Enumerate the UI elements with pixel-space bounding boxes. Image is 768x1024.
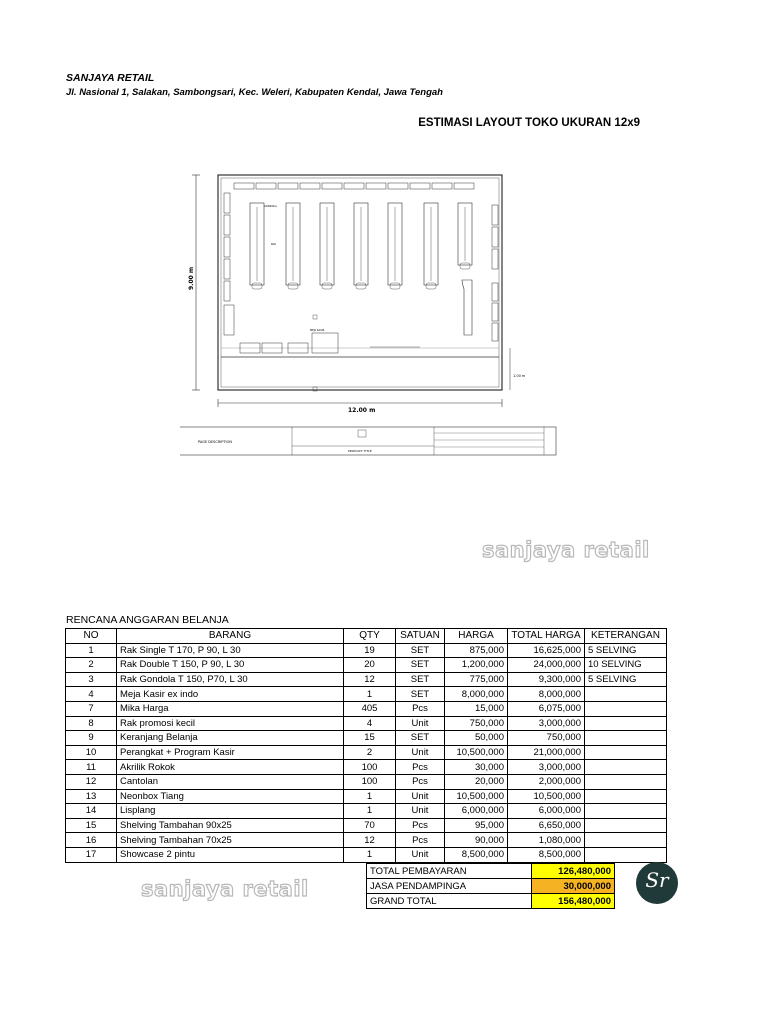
cell-no: 17 [66, 847, 117, 862]
showcase-counter [462, 280, 472, 335]
gondola-3 [320, 203, 334, 289]
cell-qty: 19 [344, 643, 396, 658]
table-row [66, 818, 667, 833]
cell-total: 24,000,000 [508, 658, 585, 673]
table-row [66, 745, 667, 760]
cell-item: Showcase 2 pintu [117, 847, 344, 862]
cell-unit: Unit [396, 789, 445, 804]
right-wall-shelves [492, 205, 498, 341]
table-row [66, 672, 667, 687]
cell-total: 6,075,000 [508, 701, 585, 716]
jasa-pendampingan-value: 30,000,000 [532, 879, 615, 894]
jasa-pendampingan-label: JASA PENDAMPINGA [367, 879, 532, 894]
cell-unit: SET [396, 687, 445, 702]
sanjaya-logo [636, 862, 678, 904]
rak-label: RAK [271, 243, 276, 246]
table-row [66, 804, 667, 819]
cell-item: Rak Double T 150, P 90, L 30 [117, 658, 344, 673]
cell-qty: 1 [344, 847, 396, 862]
terrace-label: 1.00 m [513, 374, 526, 378]
cell-qty: 4 [344, 716, 396, 731]
cell-total: 9,300,000 [508, 672, 585, 687]
cell-unit: SET [396, 672, 445, 687]
gondola-7 [458, 203, 472, 269]
cell-no: 13 [66, 789, 117, 804]
cell-total: 6,650,000 [508, 818, 585, 833]
col-total-harga: TOTAL HARGA [508, 629, 585, 644]
table-row [66, 774, 667, 789]
col-qty: QTY [344, 629, 396, 644]
cell-no: 3 [66, 672, 117, 687]
gondola-4 [354, 203, 368, 289]
grand-total-value: 156,480,000 [532, 894, 615, 909]
cell-total: 8,500,000 [508, 847, 585, 862]
table-row [66, 760, 667, 775]
cell-total: 8,000,000 [508, 687, 585, 702]
watermark-bottom: sanjaya retail [141, 877, 309, 901]
cell-qty: 20 [344, 658, 396, 673]
watermark-top: sanjaya retail [482, 538, 650, 562]
cell-no: 4 [66, 687, 117, 702]
cell-no: 1 [66, 643, 117, 658]
cell-unit: SET [396, 643, 445, 658]
cell-price: 750,000 [445, 716, 508, 731]
cell-qty: 2 [344, 745, 396, 760]
cell-note [585, 701, 667, 716]
product-title-label: PRODUCT TITLE [348, 449, 372, 453]
cell-note [585, 833, 667, 848]
cell-no: 15 [66, 818, 117, 833]
height-label: 9.00 m [188, 266, 195, 290]
cell-item: Rak promosi kecil [117, 716, 344, 731]
cell-no: 12 [66, 774, 117, 789]
cell-item: Perangkat + Program Kasir [117, 745, 344, 760]
col-barang: BARANG [117, 629, 344, 644]
cell-no: 10 [66, 745, 117, 760]
cashier-area [240, 333, 338, 353]
cell-no: 14 [66, 804, 117, 819]
grand-total-row [367, 894, 615, 909]
table-row [66, 687, 667, 702]
cell-note [585, 731, 667, 746]
col-no: NO [66, 629, 117, 644]
cell-total: 750,000 [508, 731, 585, 746]
cell-note [585, 716, 667, 731]
table-row [66, 789, 667, 804]
cell-price: 95,000 [445, 818, 508, 833]
cell-note [585, 847, 667, 862]
cell-note [585, 745, 667, 760]
floor-plan [180, 165, 560, 460]
cell-price: 10,500,000 [445, 745, 508, 760]
cell-total: 21,000,000 [508, 745, 585, 760]
company-name: SANJAYA RETAIL [66, 72, 155, 84]
page-description-label: PAGE DESCRIPTION [198, 440, 232, 444]
left-wall-shelves [224, 193, 234, 335]
cell-unit: Unit [396, 716, 445, 731]
cell-item: Shelving Tambahan 90x25 [117, 818, 344, 833]
cell-total: 6,000,000 [508, 804, 585, 819]
title-block [180, 427, 556, 455]
cell-unit: SET [396, 658, 445, 673]
cell-item: Neonbox Tiang [117, 789, 344, 804]
cell-qty: 1 [344, 789, 396, 804]
cell-total: 16,625,000 [508, 643, 585, 658]
cell-qty: 100 [344, 774, 396, 789]
cell-item: Rak Single T 170, P 90, L 30 [117, 643, 344, 658]
cell-total: 1,080,000 [508, 833, 585, 848]
total-pembayaran-label: TOTAL PEMBAYARAN [367, 864, 532, 879]
cell-qty: 1 [344, 804, 396, 819]
cell-item: Rak Gondola T 150, P70, L 30 [117, 672, 344, 687]
cell-no: 16 [66, 833, 117, 848]
cell-price: 8,000,000 [445, 687, 508, 702]
cell-unit: Pcs [396, 701, 445, 716]
cell-item: Shelving Tambahan 70x25 [117, 833, 344, 848]
cell-item: Meja Kasir ex indo [117, 687, 344, 702]
cell-note [585, 804, 667, 819]
total-pembayaran-value: 126,480,000 [532, 864, 615, 879]
cell-qty: 12 [344, 833, 396, 848]
cell-note [585, 818, 667, 833]
total-pembayaran-row [367, 864, 615, 879]
cell-note [585, 687, 667, 702]
cell-qty: 70 [344, 818, 396, 833]
cell-unit: SET [396, 731, 445, 746]
budget-header-row [66, 629, 667, 644]
cell-note [585, 760, 667, 775]
cell-unit: Pcs [396, 818, 445, 833]
cell-total: 10,500,000 [508, 789, 585, 804]
cell-no: 9 [66, 731, 117, 746]
cell-no: 2 [66, 658, 117, 673]
store-outline [218, 175, 502, 390]
store-inner-wall [221, 178, 499, 387]
cell-qty: 1 [344, 687, 396, 702]
cell-unit: Unit [396, 804, 445, 819]
cell-price: 50,000 [445, 731, 508, 746]
cell-unit: Pcs [396, 760, 445, 775]
cell-item: Akrilik Rokok [117, 760, 344, 775]
document-title [0, 117, 640, 129]
col-satuan: SATUAN [396, 629, 445, 644]
cell-price: 30,000 [445, 760, 508, 775]
cell-price: 6,000,000 [445, 804, 508, 819]
gondola-islands [250, 203, 472, 289]
cell-total: 3,000,000 [508, 716, 585, 731]
cell-qty: 15 [344, 731, 396, 746]
cell-qty: 12 [344, 672, 396, 687]
gondola-2 [286, 203, 300, 289]
gondola-1 [250, 203, 264, 289]
cashier-label: MEJA KASIR [310, 329, 325, 332]
cell-note [585, 774, 667, 789]
logo-monogram: Sr [645, 868, 669, 892]
cell-price: 20,000 [445, 774, 508, 789]
gondola-5 [388, 203, 402, 289]
cell-total: 3,000,000 [508, 760, 585, 775]
cell-no: 11 [66, 760, 117, 775]
cell-unit: Pcs [396, 774, 445, 789]
cell-unit: Unit [396, 745, 445, 760]
cell-qty: 100 [344, 760, 396, 775]
cell-no: 8 [66, 716, 117, 731]
cell-note: 5 SELVING [585, 643, 667, 658]
width-label: 12.00 m [348, 407, 376, 414]
cell-price: 15,000 [445, 701, 508, 716]
cell-qty: 405 [344, 701, 396, 716]
totals-table [366, 863, 615, 909]
top-wall-shelves [234, 183, 474, 189]
cell-price: 10,500,000 [445, 789, 508, 804]
cell-total: 2,000,000 [508, 774, 585, 789]
cell-price: 8,500,000 [445, 847, 508, 862]
grand-total-label: GRAND TOTAL [367, 894, 532, 909]
table-row [66, 833, 667, 848]
cell-no: 7 [66, 701, 117, 716]
cell-note: 10 SELVING [585, 658, 667, 673]
cell-price: 1,200,000 [445, 658, 508, 673]
table-row [66, 847, 667, 862]
cell-unit: Unit [396, 847, 445, 862]
col-harga: HARGA [445, 629, 508, 644]
gondola-6 [424, 203, 438, 289]
table-row [66, 716, 667, 731]
company-address: Jl. Nasional 1, Salakan, Sambongsari, Kec. Weleri, Kabupaten Kendal, Jawa Tengah [66, 87, 443, 98]
budget-table [65, 628, 667, 863]
cell-item: Cantolan [117, 774, 344, 789]
table-row [66, 658, 667, 673]
cell-price: 775,000 [445, 672, 508, 687]
gondola-label: GONDOLA [264, 205, 277, 208]
col-keterangan: KETERANGAN [585, 629, 667, 644]
jasa-pendampingan-row [367, 879, 615, 894]
cell-item: Mika Harga [117, 701, 344, 716]
table-row [66, 701, 667, 716]
document-title-text: ESTIMASI LAYOUT TOKO UKURAN 12x9 [418, 117, 640, 129]
table-row [66, 731, 667, 746]
cell-price: 90,000 [445, 833, 508, 848]
cell-price: 875,000 [445, 643, 508, 658]
cell-unit: Pcs [396, 833, 445, 848]
cell-note [585, 789, 667, 804]
cell-item: Keranjang Belanja [117, 731, 344, 746]
budget-title: RENCANA ANGGARAN BELANJA [66, 614, 229, 626]
cell-note: 5 SELVING [585, 672, 667, 687]
table-row [66, 643, 667, 658]
cell-item: Lisplang [117, 804, 344, 819]
